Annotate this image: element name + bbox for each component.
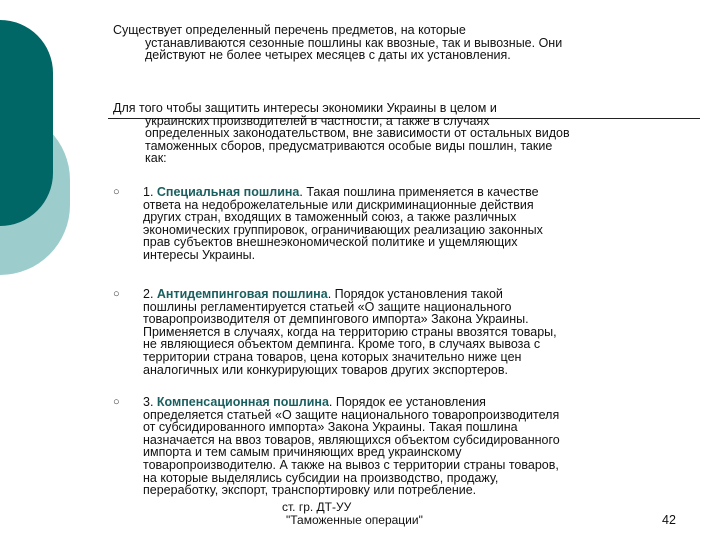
intro-paragraph-seasonal: [113, 24, 708, 62]
bullet-line: интересы Украины.: [143, 247, 256, 262]
bullet-line: ответа на недоброжелательные или дискриминационные действия: [143, 197, 534, 212]
bullet-line: территории страна товаров, цена которых значительно ниже цен: [143, 349, 522, 364]
intro-paragraph-special-duties: [113, 102, 708, 165]
paragraph-line: как:: [145, 151, 167, 166]
bullet-line: экономических группировок, ограничивающих реализацию законных: [143, 222, 543, 237]
bullet-line: пошлины регламентируется статьей «О защите национального: [143, 299, 512, 314]
bullet-first-line: [143, 186, 708, 199]
bullet-first-line: [143, 288, 708, 301]
bullet-line: назначается на ввоз товаров, являющихся объектом субсидированного: [143, 432, 560, 447]
bullet-text: [143, 288, 708, 376]
paragraph-line: действуют не более четырех месяцев с даты их установления.: [145, 48, 511, 63]
bullet-line: других стран, входящих в таможенный союз, а также различных: [143, 210, 517, 225]
paragraph-line: Существует определенный перечень предметов, на которые: [113, 23, 466, 37]
bullet-line: аналогичных или конкурирующих товаров других экспортеров.: [143, 362, 508, 377]
bullet-line: товаропроизводителя от демпингового импорта» Закона Украины.: [143, 312, 529, 327]
page-number: 42: [662, 513, 676, 527]
bullet-term: Компенсационная пошлина: [156, 395, 329, 409]
bullet-circle-icon: ○: [113, 288, 120, 300]
bullet-line: прав субъектов внешнеэкономической политике и ущемляющих: [143, 235, 518, 250]
bullet-term: Специальная пошлина: [156, 185, 300, 199]
bullet-line: определяется статьей «О защите национального товаропроизводителя: [143, 407, 560, 422]
bullet-line: импорта и тем самым причиняющих вред украинскому: [143, 445, 462, 460]
bullet-circle-icon: ○: [113, 396, 120, 408]
paragraph-line: определенных законодательством, вне зависимости от остальных видов: [145, 126, 570, 141]
paragraph-line: таможенных сборов, предусматриваются особые виды пошлин, такие: [145, 138, 553, 153]
footer-author: ст. гр. ДТ-УУ: [282, 500, 352, 514]
bullet-number: 2.: [143, 287, 157, 301]
bullet-line: на которые выделялись субсидии на производство, продажу,: [143, 470, 499, 485]
bullet-line: не являющиеся объектом демпинга. Кроме того, в случаях вывоза с: [143, 337, 541, 352]
paragraph-line: Для того чтобы защитить интересы экономики Украины в целом и: [113, 101, 497, 115]
footer-title: "Таможенные операции": [286, 513, 423, 527]
bullet-text: [143, 186, 708, 262]
bullet-number: 3.: [143, 395, 157, 409]
bullet-number: 1.: [143, 185, 157, 199]
bullet-line: от субсидированного импорта» Закона Украины. Такая пошлина: [143, 420, 518, 435]
bullet-first-line: [143, 396, 708, 409]
bullet-first-line-text: . Такая пошлина применяется в качестве: [299, 185, 539, 199]
paragraph-line: устанавливаются сезонные пошлины как ввозные, так и вывозные. Они: [145, 35, 563, 50]
bullet-line: товаропроизводителю. А также на вывоз с территории страны товаров,: [143, 457, 559, 472]
bullet-text: [143, 396, 708, 497]
bullet-line: переработку, экспорт, транспортировку или потребление.: [143, 483, 477, 498]
paragraph-line: украинских производителей в частности, а также в случаях: [145, 113, 490, 128]
decorative-dark-circle: [0, 20, 53, 226]
bullet-first-line-text: . Порядок установления такой: [327, 287, 503, 301]
bullet-first-line-text: . Порядок ее установления: [328, 395, 486, 409]
bullet-term: Антидемпинговая пошлина: [156, 287, 328, 301]
bullet-line: Применяется в случаях, когда на территорию страны ввозятся товары,: [143, 324, 557, 339]
bullet-circle-icon: ○: [113, 186, 120, 198]
